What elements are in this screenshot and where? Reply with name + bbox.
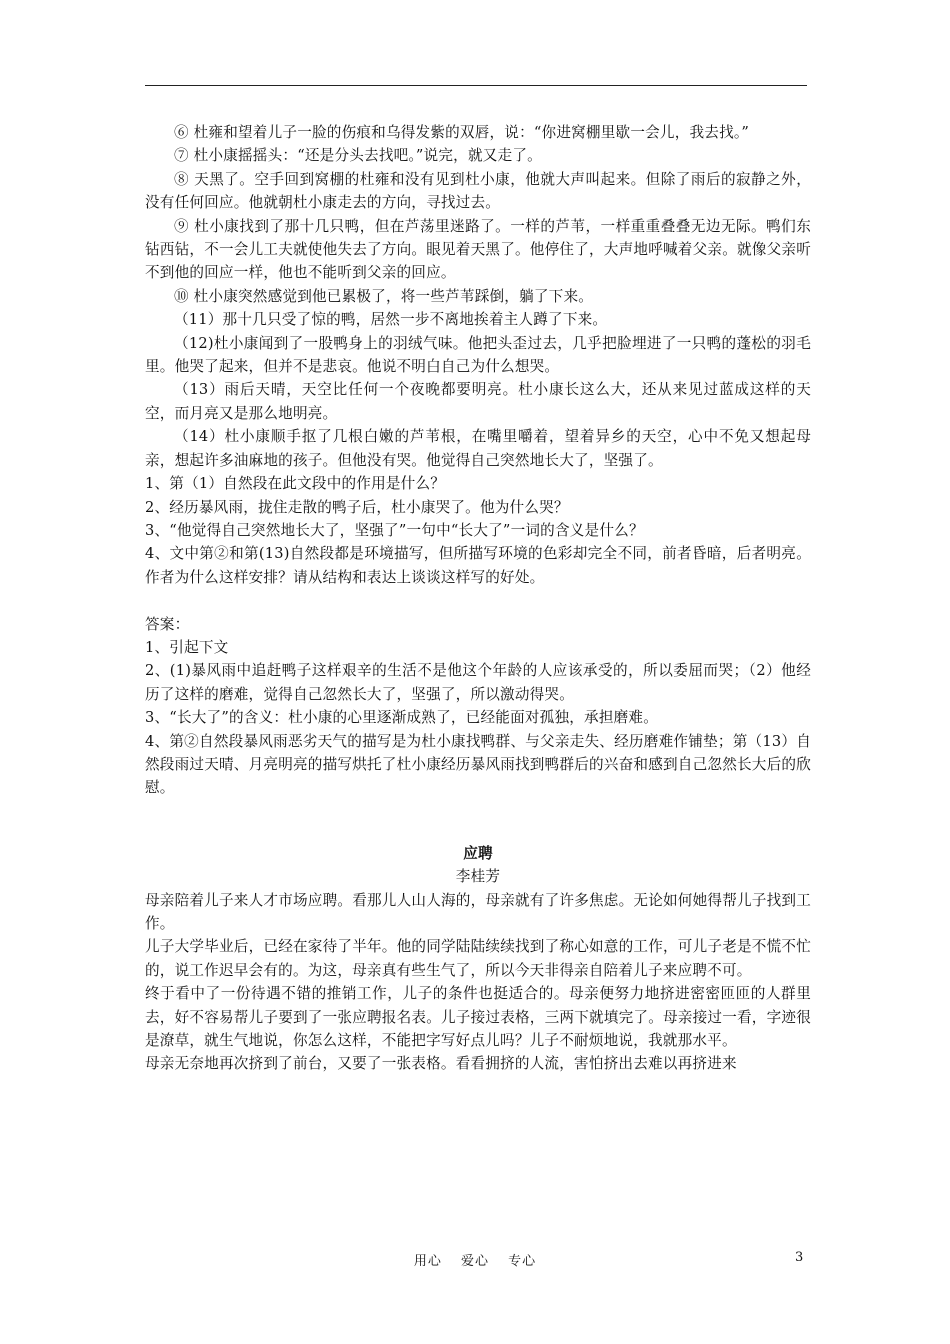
paragraph-13: （13）雨后天晴，天空比任何一个夜晚都要明亮。杜小康长这么大，还从来见过蓝成这样的天空，而月亮又是那么地明亮。 <box>145 381 811 422</box>
page-number: 3 <box>795 1250 804 1265</box>
answer-2: 2、(1)暴风雨中追赶鸭子这样艰辛的生活不是他这个年龄的人应该承受的，所以委屈而哭；（2）他经历了这样的磨难，觉得自己忽然长大了，坚强了，所以激动得哭。 <box>145 662 811 703</box>
footer-slogan: 用心 爱心 专心 <box>413 1254 537 1269</box>
story-paragraph: 终于看中了一份待遇不错的推销工作，儿子的条件也挺适合的。母亲便努力地挤进密密匝匝的人群里去，好不容易帮儿子要到了一张应聘报名表。儿子接过表格，三两下就填完了。母亲接过一看，字迹很是潦草，就生气地说，你怎么这样，不能把字写好点儿吗？儿子不耐烦地说，我就那水平。 <box>145 985 811 1050</box>
paragraph-9: ⑨ 杜小康找到了那十几只鸭，但在芦荡里迷路了。一样的芦苇，一样重重叠叠无边无际。鸭们东钻西钻，不一会儿工夫就使他失去了方向。眼见着天黑了。他停住了，大声地呼喊着父亲。就像父亲听不到他的回应一样，他也不能听到父亲的回应。 <box>145 217 811 282</box>
answer-4: 4、第②自然段暴风雨恶劣天气的描写是为杜小康找鸭群、与父亲走失、经历磨难作铺垫；第（13）自然段雨过天晴、月亮明亮的描写烘托了杜小康经历暴风雨找到鸭群后的兴奋和感到自己忽然长大后的欣慰。 <box>145 732 811 797</box>
paragraph-6: ⑥ 杜雍和望着儿子一脸的伤痕和乌得发紫的双唇，说：“你进窝棚里歇一会儿，我去找。” <box>174 124 750 141</box>
question-4: 4、文中第②和第(13)自然段都是环境描写，但所描写环境的色彩却完全不同，前者昏暗，后者明亮。作者为什么这样安排？请从结构和表达上谈谈这样写的好处。 <box>145 545 811 586</box>
answer-1: 1、引起下文 <box>145 638 229 656</box>
story-paragraph: 母亲陪着儿子来人才市场应聘。看那儿人山人海的，母亲就有了许多焦虑。无论如何她得帮儿子找到工作。 <box>145 891 811 932</box>
story-paragraph: 母亲无奈地再次挤到了前台，又要了一张表格。看看拥挤的人流，害怕挤出去难以再挤进来 <box>145 1055 737 1073</box>
story-title: 应聘 <box>463 844 493 862</box>
spacer <box>145 800 811 842</box>
document-body <box>145 121 811 1076</box>
answers-label: 答案： <box>145 615 190 633</box>
question-3: 3、“他觉得自己突然地长大了，坚强了”一句中“长大了”一词的含义是什么？ <box>145 521 644 539</box>
story-author: 李桂芳 <box>455 868 501 886</box>
question-2: 2、经历暴风雨，拢住走散的鸭子后，杜小康哭了。他为什么哭？ <box>145 498 569 516</box>
paragraph-8: ⑧ 天黑了。空手回到窝棚的杜雍和没有见到杜小康，他就大声叫起来。但除了雨后的寂静之外，没有任何回应。他就朝杜小康走去的方向，寻找过去。 <box>145 170 811 212</box>
header-rule <box>145 85 807 86</box>
question-1: 1、第（1）自然段在此文段中的作用是什么？ <box>145 475 446 493</box>
answer-3: 3、“长大了”的含义：杜小康的心里逐渐成熟了，已经能面对孤独，承担磨难。 <box>145 709 659 727</box>
paragraph-7: ⑦ 杜小康摇摇头：“还是分头去找吧。”说完，就又走了。 <box>174 147 542 165</box>
paragraph-12: （12)杜小康闻到了一股鸭身上的羽绒气味。他把头歪过去，几乎把脸埋进了一只鸭的蓬松的羽毛里。他哭了起来，但并不是悲哀。他说不明白自己为什么想哭。 <box>145 334 811 376</box>
spacer <box>145 589 811 612</box>
paragraph-14: （14）杜小康顺手抠了几根白嫩的芦苇根，在嘴里嚼着，望着异乡的天空，心中不免又想起母亲，想起许多油麻地的孩子。但他没有哭。他觉得自己突然地长大了，坚强了。 <box>145 428 811 469</box>
story-paragraph: 儿子大学毕业后，已经在家待了半年。他的同学陆陆续续找到了称心如意的工作，可儿子老是不慌不忙的，说工作迟早会有的。为这，母亲真有些生气了，所以今天非得亲自陪着儿子来应聘不可。 <box>145 938 811 979</box>
paragraph-10: ⑩ 杜小康突然感觉到他已累极了，将一些芦苇踩倒，躺了下来。 <box>174 287 594 305</box>
paragraph-11: （11）那十几只受了惊的鸭，居然一步不离地挨着主人蹲了下来。 <box>174 311 608 329</box>
